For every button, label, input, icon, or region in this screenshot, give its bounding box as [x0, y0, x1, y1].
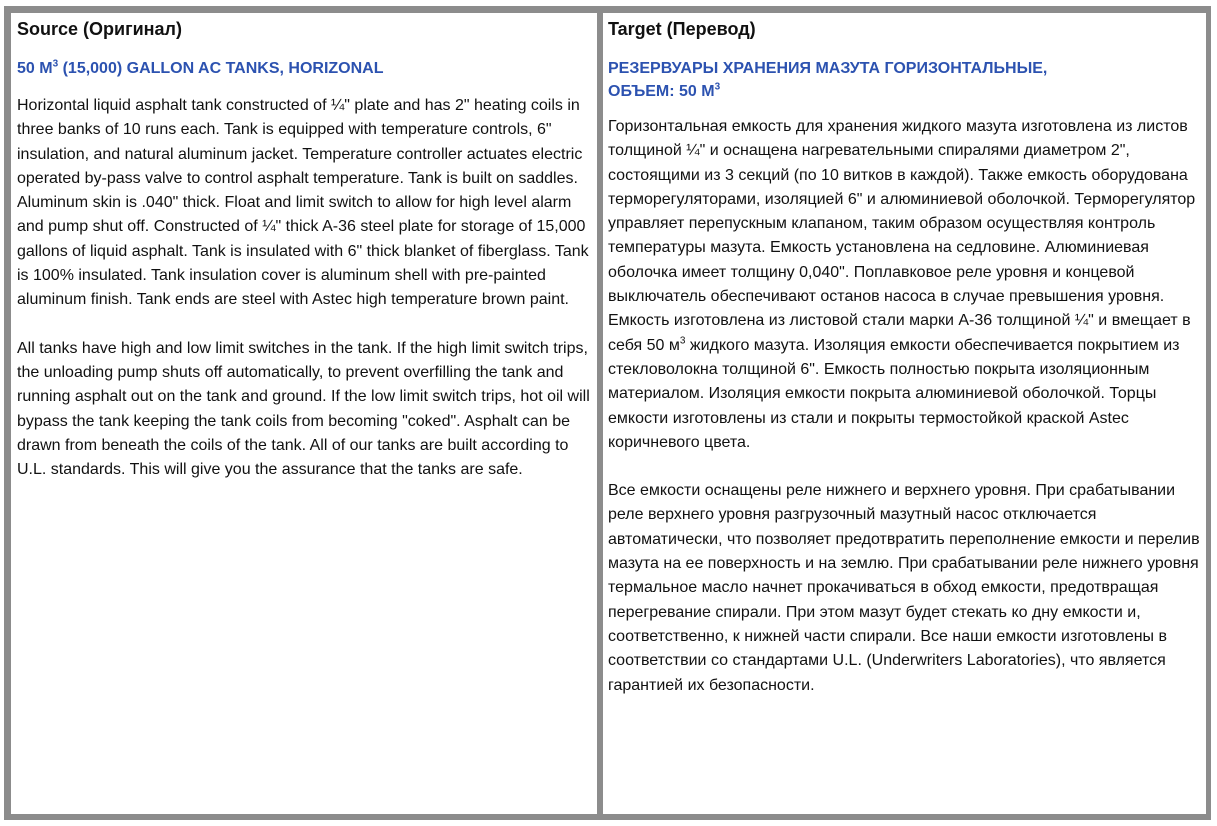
target-title-superscript: 3 — [714, 81, 721, 93]
source-title-superscript: 3 — [52, 58, 59, 70]
target-title-line-2: ОБЪЕМ: 50 М — [608, 83, 715, 100]
target-column — [603, 13, 1206, 814]
target-paragraph-1-part-b: жидкого мазута. Изоляция емкости обеспечивается покрытием из стекловолокна толщиной 6". Емкость полностью покрыта изоляционным материалом. Изоляция емкости покрыта алюминиевой оболочкой. Торцы емкости изготовлены из стали и покрыты термостойкой краской Astec коричневого цвета. — [608, 336, 1180, 451]
target-title — [608, 57, 1202, 103]
source-paragraph-1: Horizontal liquid asphalt tank constructed of ¼" plate and has 2" heating coils in three banks of 10 runs each. Tank is equipped with temperature controls, 6" insulation, and natural aluminum jacket. Temperature controller actuates electric operated by-pass valve to control asphalt temperature. Tank is built on saddles. Aluminum skin is .040" thick. Float and limit switch to allow for high level alarm and pump shut off. Constructed of ¼" thick A-36 steel plate for storage of 15,000 gallons of liquid asphalt. Tank is insulated with 6" thick blanket of fiberglass. Tank is 100% insulated. Tank insulation cover is aluminum shell with pre-painted aluminum finish. Tank ends are steel with Astec high temperature brown paint. — [17, 97, 589, 309]
comparison-table — [4, 6, 1211, 820]
target-title-line-1: РЕЗЕРВУАРЫ ХРАНЕНИЯ МАЗУТА ГОРИЗОНТАЛЬНЫЕ, — [608, 60, 1048, 77]
source-column — [11, 13, 597, 814]
target-paragraph-1-part-a: Горизонтальная емкость для хранения жидкого мазута изготовлена из листов толщиной ¼" и оснащена нагревательными спиралями диаметром 2", состоящими из 3 секций (по 10 витков в каждой). Также емкость оборудована терморегуляторами, изоляцией 6" и алюминиевой оболочкой. Терморегулятор управляет перепускным клапаном, таким образом осуществляя контроль температуры мазута. Емкость установлена на седловине. Алюминиевая оболочка имеет толщину 0,040". Поплавковое реле уровня и концевой выключатель обеспечивают останов насоса в случае превышения уровня. Емкость изготовлена из листовой стали марки А-36 толщиной ¼" и вмещает в себя 50 м — [608, 118, 1196, 354]
target-header: Target (Перевод) — [608, 19, 756, 39]
source-title-suffix: (15,000) GALLON AC TANKS, HORIZONAL — [58, 60, 384, 77]
source-header: Source (Оригинал) — [17, 19, 182, 39]
target-paragraph-2: Все емкости оснащены реле нижнего и верхнего уровня. При срабатывании реле верхнего уровня разгрузочный мазутный насос отключается автоматически, что позволяет предотвратить переполнение емкости и перелив мазута на ее поверхность и на землю. При срабатывании реле нижнего уровня термальное масло начнет прокачиваться в обход емкости, предотвращая перегревание спирали. При этом мазут будет стекать ко дну емкости и, соответственно, к нижней части спирали. Все наши емкости изготовлены в соответствии со стандартами U.L. (Underwriters Laboratories), что является гарантией их безопасности. — [608, 482, 1200, 694]
source-title-prefix: 50 M — [17, 60, 53, 77]
target-paragraph-1 — [608, 115, 1202, 455]
source-paragraph-2: All tanks have high and low limit switches in the tank. If the high limit switch trips, the unloading pump shuts off automatically, to prevent overfilling the tank and running asphalt out on the tank and ground. If the low limit switch trips, hot oil will bypass the tank keeping the tank coils from becoming "coked". Asphalt can be drawn from beneath the coils of the tank. All of our tanks are built according to U.L. standards. This will give you the assurance that the tanks are safe. — [17, 339, 590, 479]
target-paragraph-1-superscript: 3 — [679, 335, 686, 347]
source-title — [17, 57, 591, 80]
